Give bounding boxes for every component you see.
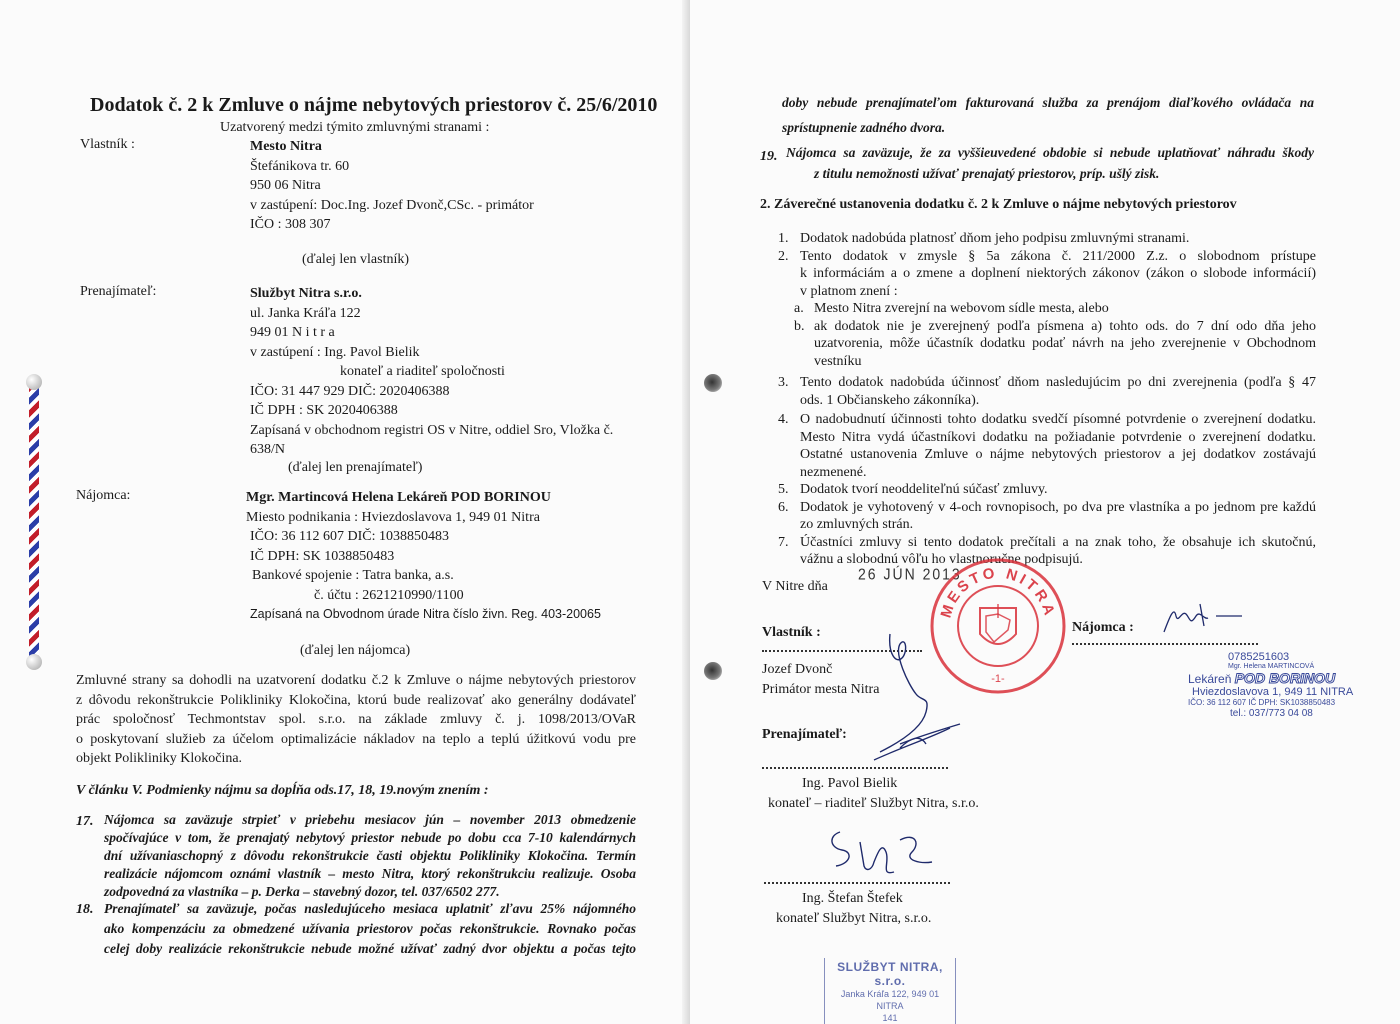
p18-line: doby nebude prenajímateľom fakturovaná služba za prenájom diaľkového ovládača na [782,95,1314,110]
p18-text [104,899,636,959]
seal-bottom-text: -1- [991,673,1005,685]
lessor-registry-insert: 638/N [250,442,285,457]
binding-cord [29,385,39,665]
lessor-signatory-role: konateľ – riaditeľ Službyt Nitra, s.r.o. [768,796,979,811]
tenant-signature-icon [1160,596,1250,636]
lessor-registry: Zapísaná v obchodnom registri OS v Nitre, oddiel Sro, Vložka č. [250,422,614,438]
lessor-signature-icon [870,698,990,768]
owner-alias: (ďalej len vlastník) [302,252,410,267]
clause-line: v platnom znení : [800,283,898,299]
clause-letter: a. [794,301,804,316]
owner-street: Štefánikova tr. 60 [250,158,350,174]
intro-paragraph [76,671,636,769]
pharmacy-ids: IČO: 36 112 607 IČ DPH: SK1038850483 [1188,698,1336,707]
clause-line: vážnu a slobodnú vôľu ho vlastnoručne podpisujú. [800,552,1083,567]
lessor-name: Službyt Nitra s.r.o. [250,286,362,301]
p19-line: Nájomca sa zaväzuje, že za vyššieuvedené obdobie si nebude uplatňovať náhradu škody [786,145,1314,160]
tenant-icdph: IČ DPH: SK 1038850483 [250,548,395,564]
intro-line: Zmluvné strany sa dohodli na uzatvorení dodatku č.2 k Zmluve o nájme nebytových priestorov [76,673,636,688]
clause-number: 4. [778,412,789,427]
p17-line: spočívajúce v tom, že prenajatý nebytový priestor nebude po dobu cca 7-10 kalendárnych [104,830,636,845]
owner-name: Mesto Nitra [250,139,322,154]
p17-number: 17. [76,814,94,829]
owner-label: Vlastník : [80,137,135,152]
clause-2b [778,318,1316,371]
intro-line: o poskytovaní služieb za účelom optimalizácie nákladov na teplo a teplú úžitkovú vodu pre [76,731,636,747]
lessor-block [250,284,613,460]
tenant-name: Mgr. Martincová Helena Lekáreň POD BORINOU [246,490,551,505]
seal-text: MESTO NITRA [937,564,1059,620]
punch-hole-bottom [704,662,722,680]
lessor-ico-dic: IČO: 31 447 929 DIČ: 2020406388 [250,383,450,399]
p18-line: celej doby realizácie rekonštrukcie nebude možné užívať zadný dvor objektu a počas tejto [104,941,636,956]
clause-line: ak dodatok nie je zverejnený podľa písmena a) tohto ods. do 7 dní odo dňa jeho [814,318,1316,334]
clause-line: uzatvorenia, môže účastník dodatku podať návrh na jeho zverejnenie v Obchodnom [814,336,1316,351]
clause-line: Ostatné ustanovenia Zmluve o nájme nebytových priestorov a jej dodatkov zostávajú [800,447,1316,462]
owner-signature-label: Vlastník : [762,625,821,640]
p18-line: sprístupnenie zadného dvora. [782,120,946,135]
clause-1 [778,230,1316,248]
clause-line: zo zmluvných strán. [800,517,914,532]
p18-line: Prenajímateľ sa zaväzuje, počas nasledujúceho mesiaca uplatniť zľavu 25% nájomného [104,901,636,916]
right-page [690,0,1400,1024]
tenant-signature-label: Nájomca : [1072,620,1134,635]
clause-line: vestníku [814,353,862,369]
place-label: V Nitre dňa [762,579,828,594]
lessor-icdph: IČ DPH : SK 2020406388 [250,403,398,418]
clause-2 [778,248,1316,301]
clause-3 [778,374,1316,409]
final-clauses [778,230,1316,569]
intro-line: objekt Polikliniky Klokočina. [76,751,243,766]
clause-line: Účastníci zmluvy si tento dodatok prečítali a na znak toho, že obsahuje ich skutočnú, [800,534,1316,550]
lessor-city: 949 01 N i t r a [250,325,335,340]
pharmacy-stamp [1188,652,1392,720]
sluzbyt-stamp [824,958,956,1024]
clause-line: Mesto Nitra vydá účastníkovi dodatku na požiadanie potvrdenie o zverejnení dodatku. [800,429,1316,445]
clause-number: 3. [778,375,789,390]
clause-line: ods. 1 Občianskeho zákonníka). [800,392,980,408]
document-subtitle: Uzatvorený medzi týmito zmluvnými stranami : [220,120,490,135]
binding-bead-top [26,374,42,390]
lessor-signature-label: Prenajímateľ: [762,727,847,742]
p19-line: z titulu nemožnosti užívať prenajatý priestorov, príp. ušlý zisk. [814,166,1160,181]
clause-line: Tento dodatok nadobúda účinnosť dňom nasledujúcim po dni zverejnenia (podľa § 47 [800,375,1316,390]
p17-line: dní užívaniaschopný z dôvodu rekonštrukcie časti objektu Polikliniky Klokočina. Termín [104,848,636,863]
pharmacy-phone-top: 0785251603 [1228,651,1290,663]
pharmacy-tel: tel.: 037/773 04 08 [1230,708,1313,719]
clause-line: nezmenené. [800,464,867,480]
clause-number: 6. [778,499,789,515]
lessor2-signature-line [764,882,950,884]
clause-line: Dodatok je vyhotovený v 4-och rovnopisoch, po dva pre vlastníka a po jednom pre každú [800,499,1316,515]
p19-number: 19. [760,149,778,164]
section-2-heading: 2. Záverečné ustanovenia dodatku č. 2 k Zmluve o nájme nebytových priestorov [760,197,1237,212]
article-heading: V článku V. Podmienky nájmu sa dopĺňa ods.17, 18, 19.novým znením : [76,783,489,798]
p17-text [104,811,636,901]
pharmacy-brand: POD BORINOU [1234,670,1336,686]
clause-number: 1. [778,231,789,246]
clause-number: 5. [778,482,789,497]
sluzbyt-stamp-address: Janka Kráľa 122, 949 01 NITRA [840,989,940,1011]
tenant-alias: (ďalej len nájomca) [300,643,411,658]
tenant-business-address: Miesto podnikania : Hviezdoslavova 1, 949 01 Nitra [246,509,540,525]
lessor-street: ul. Janka Kráľa 122 [250,305,361,321]
tenant-ico-dic: IČO: 36 112 607 DIČ: 1038850483 [250,529,449,544]
clause-5 [778,481,1316,499]
p18-continuation [782,90,1314,140]
clause-letter: b. [794,318,805,334]
lessor-signatory-name: Ing. Pavol Bielik [802,776,898,791]
clause-number: 7. [778,534,789,550]
sluzbyt-stamp-number: 141 [882,1013,898,1023]
clause-4 [778,411,1316,481]
left-page [0,0,690,1024]
pharmacy-address: Hviezdoslavova 1, 949 11 NITRA [1192,686,1354,698]
owner-representative: v zastúpení: Doc.Ing. Jozef Dvonč,CSc. - primátor [250,197,534,213]
tenant-bank: Bankové spojenie : Tatra banka, a.s. [252,568,454,583]
p17-line: realizácie nájomcom oznámi vlastník – mesto Nitra, ktorý rekonštrukciu realizuje. Osoba [104,866,636,881]
tenant-label: Nájomca: [76,488,131,503]
p18-number: 18. [76,902,94,917]
lessor2-signatory-role: konateľ Službyt Nitra, s.r.o. [776,911,932,926]
owner-signatory-role: Primátor mesta Nitra [762,682,880,697]
tenant-account: č. účtu : 2621210990/1100 [314,587,464,603]
document-title: Dodatok č. 2 k Zmluve o nájme nebytových priestorov č. 25/6/2010 [90,94,658,116]
clause-line: Tento dodatok v zmysle § 5a zákona č. 211/2000 Z.z. o slobodnom prístupe [800,248,1316,264]
p17-line: zodpovedná za vlastníka – p. Derka – stavebný dozor, tel. 037/6502 277. [104,884,500,899]
intro-line: z dôvodu rekonštrukcie Polikliniky Klokočina, ktorú bude realizovať ako generálny dodávateľ [76,692,636,708]
pharmacy-name [1188,671,1392,686]
lessor-representative: v zastúpení : Ing. Pavol Bielik [250,344,420,360]
clause-line: k informáciám a o zmene a doplnení niektorých zákonov (zákon o slobode informácií) [800,266,1316,281]
tenant-signature-line [1072,643,1258,645]
pharmacy-owner: Mgr. Helena MARTINCOVÁ [1228,663,1315,670]
lessor2-signatory-name: Ing. Štefan Štefek [802,891,903,906]
lessor2-signature-icon [820,822,950,882]
owner-block [250,137,534,235]
lessor-alias: (ďalej len prenajímateľ) [288,460,423,475]
owner-city: 950 06 Nitra [250,178,321,193]
clause-line: Mesto Nitra zverejní na webovom sídle mesta, alebo [814,301,1109,316]
owner-ico: IČO : 308 307 [250,217,331,232]
p18-line: ako kompenzáciu za obmedzené užívania priestorov počas rekonštrukcie. Rovnako počas [104,921,636,936]
clause-2a [778,300,1316,318]
clause-number: 2. [778,248,789,264]
p17-line: Nájomca sa zaväzuje strpieť v priebehu mesiacov jún – november 2013 obmedzenie [104,812,636,827]
sluzbyt-stamp-name: SLUŽBYT NITRA, s.r.o. [837,960,943,988]
p19-text [786,142,1314,184]
owner-signatory-name: Jozef Dvonč [762,662,833,677]
intro-line: prác spoločnosť Techmontstav spol. s.r.o. na základe zmluvy č. j. 1098/2013/OVaR [76,712,636,727]
lessor-signature-line [762,767,948,769]
binding-bead-bottom [26,654,42,670]
punch-hole-top [704,374,722,392]
lessor-role: konateľ a riaditeľ spoločnosti [340,364,505,379]
clause-line: Dodatok nadobúda platnosť dňom jeho podpisu zmluvnými stranami. [800,231,1190,246]
clause-line: Dodatok tvorí neoddeliteľnú súčasť zmluvy. [800,482,1048,497]
lessor-label: Prenajímateľ: [80,284,157,299]
pharmacy-name-prefix: Lekáreň [1188,672,1232,686]
tenant-trade-registry: Zapísaná na Obvodnom úrade Nitra číslo živn. Reg. 403-20065 [250,607,601,621]
clause-line: O nadobudnutí účinnosti tohto dodatku svedčí písomné potvrdenie o zverejnení dodatku. [800,412,1316,427]
date-stamp: 26 JÚN 2013 [858,564,962,584]
clause-6 [778,499,1316,534]
tenant-block [246,488,601,625]
